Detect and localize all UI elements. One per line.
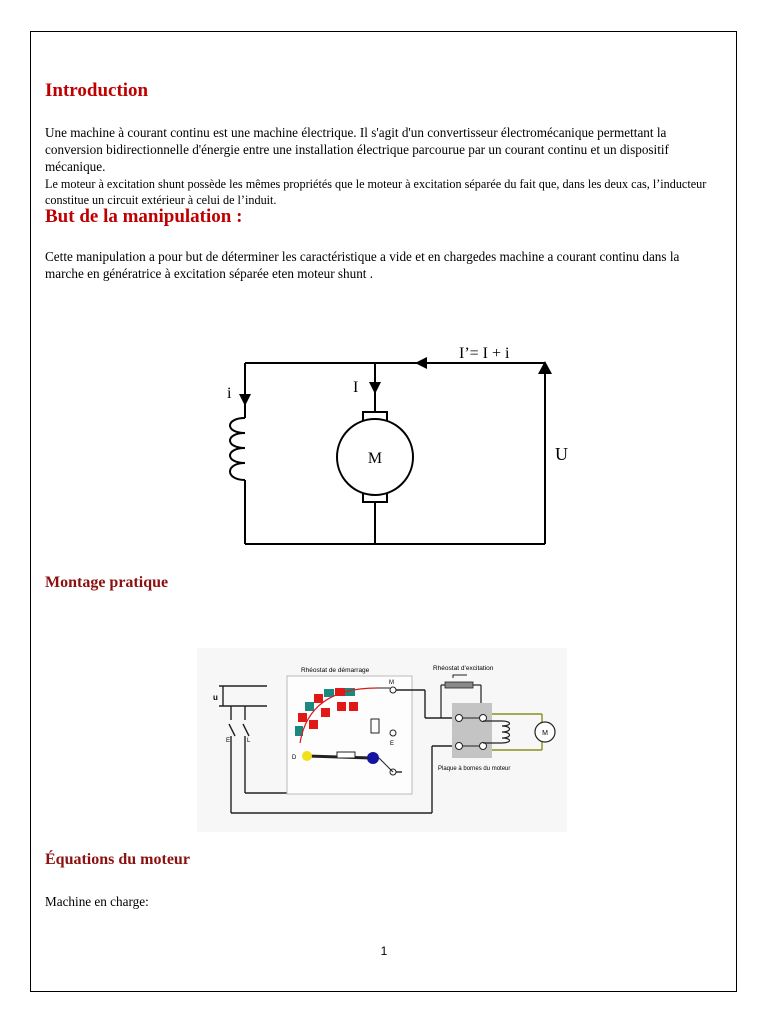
but-heading: But de la manipulation :	[45, 206, 243, 227]
equations-paragraph: Machine en charge:	[45, 894, 149, 909]
introduction-paragraph-1: Une machine à courant continu est une machine électrique. Il s'agit d'un convertisseur électromécanique permettant la conversion bidirectionnelle d'énergie entre une installation électrique parcourue par un courant continu et un dispositif mécanique.	[45, 125, 669, 174]
terminal-e-icon	[390, 730, 396, 736]
rheostat-excitation-label: Rhéostat d’excitation	[433, 665, 494, 672]
rheostat-pivot-icon	[367, 752, 379, 764]
rheostat-demarrage-label: Rhéostat de démarrage	[301, 667, 370, 674]
rheostat-handle-spring	[337, 752, 355, 758]
switch-right-label: L	[247, 738, 251, 744]
handle-d-label: D	[292, 755, 297, 761]
current-i-label: i	[227, 385, 232, 402]
shunt-motor-schematic	[195, 330, 568, 552]
terminal-plate-label: Plaque à bornes du moteur	[438, 766, 511, 772]
current-total-arrow-icon	[415, 357, 427, 369]
supply-u-label: u	[213, 693, 218, 702]
terminal-e-label: E	[390, 741, 395, 747]
equations-heading: Équations du moteur	[45, 851, 190, 868]
introduction-paragraph-2: Le moteur à excitation shunt possède les mêmes propriétés que le moteur à excitation séparée du fait que, dans les deux cas, l’inducteur constitue un circuit extérieur à celui de l’induit.	[45, 177, 707, 207]
montage-heading: Montage pratique	[45, 574, 169, 591]
terminal-m-icon	[390, 687, 396, 693]
current-I-label: I	[353, 379, 359, 396]
excitation-resistor-icon	[445, 682, 473, 688]
page-number: 1	[380, 944, 388, 958]
rheostat-handle-d-icon	[302, 751, 312, 761]
introduction-heading: Introduction	[45, 80, 149, 101]
voltage-U-label: U	[555, 444, 568, 464]
motor-label: M	[367, 450, 383, 467]
inductor-coil-icon	[230, 418, 245, 480]
terminal-m-label: M	[389, 680, 394, 686]
switch-left-label: E	[226, 738, 231, 744]
montage-motor-label: M	[542, 730, 548, 737]
montage-wiring-diagram	[197, 648, 567, 832]
current-I-arrow-icon	[369, 382, 381, 394]
current-i-arrow-icon	[239, 394, 251, 406]
total-current-label: I’= I + i	[459, 345, 510, 362]
but-paragraph: Cette manipulation a pour but de déterminer les caractéristique a vide et en chargedes machine a courant continu dans la marche en génératrice à excitation séparée eten moteur shunt .	[45, 249, 680, 281]
